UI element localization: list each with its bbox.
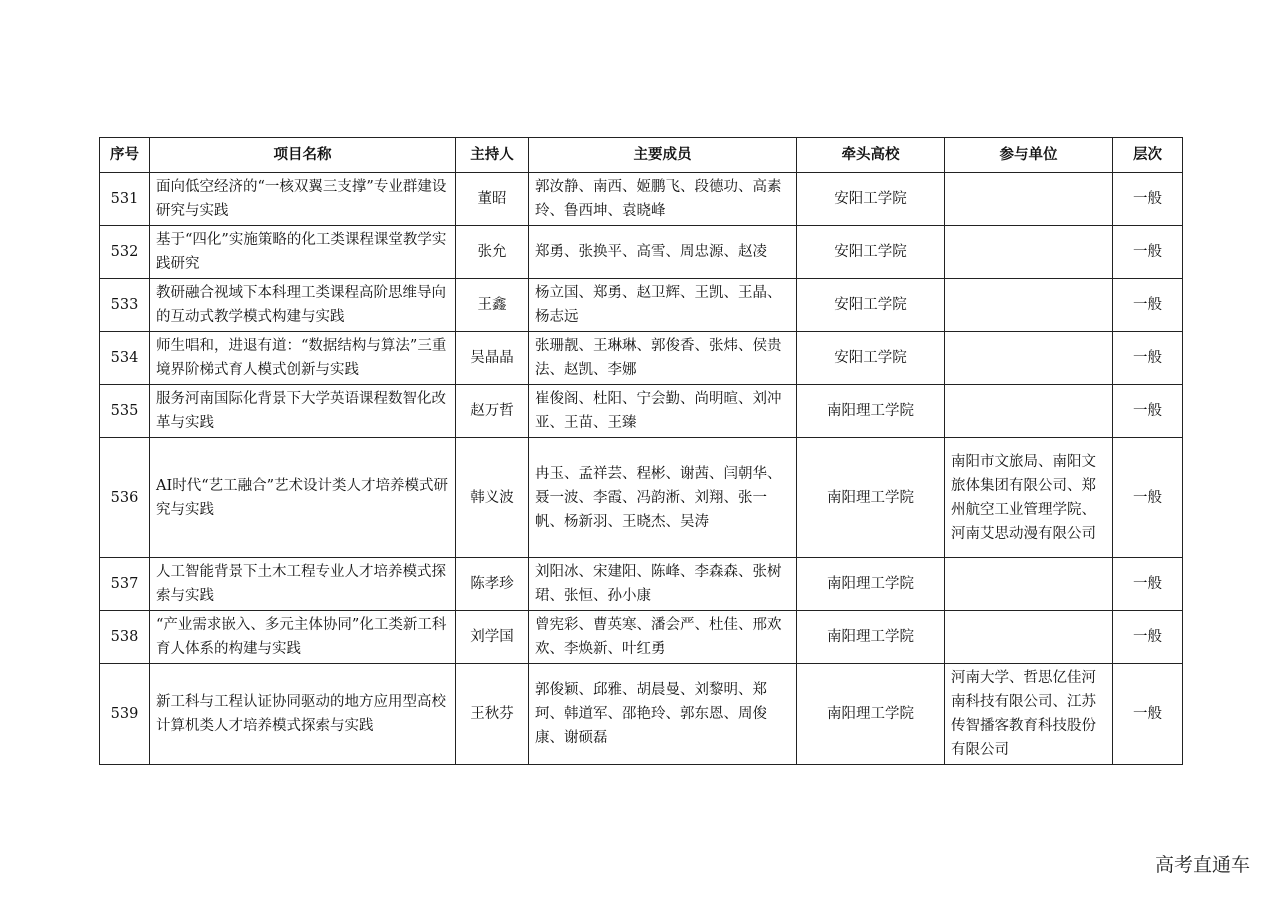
row-level: 一般 — [1113, 332, 1183, 385]
row-partner: 南阳市文旅局、南阳文旅体集团有限公司、郑州航空工业管理学院、河南艾思动漫有限公司 — [945, 438, 1113, 558]
row-no: 534 — [100, 332, 150, 385]
row-members: 杨立国、郑勇、赵卫辉、王凯、王晶、杨志远 — [529, 279, 797, 332]
row-partner — [945, 332, 1113, 385]
row-leader: 王鑫 — [456, 279, 529, 332]
row-members: 崔俊阁、杜阳、宁会勤、尚明暄、刘冲亚、王苗、王臻 — [529, 385, 797, 438]
header-members: 主要成员 — [529, 138, 797, 173]
row-level: 一般 — [1113, 438, 1183, 558]
header-school: 牵头高校 — [797, 138, 945, 173]
project-table — [99, 137, 1183, 765]
row-level: 一般 — [1113, 664, 1183, 765]
row-partner — [945, 611, 1113, 664]
row-name: 人工智能背景下土木工程专业人才培养模式探索与实践 — [150, 558, 456, 611]
row-school: 安阳工学院 — [797, 279, 945, 332]
table-row — [100, 226, 1183, 279]
row-school: 安阳工学院 — [797, 226, 945, 279]
row-members: 郭汝静、南西、姬鹏飞、段德功、高素玲、鲁西坤、袁晓峰 — [529, 173, 797, 226]
row-name: “产业需求嵌入、多元主体协同”化工类新工科育人体系的构建与实践 — [150, 611, 456, 664]
row-name: 基于“四化”实施策略的化工类课程课堂教学实践研究 — [150, 226, 456, 279]
row-school: 南阳理工学院 — [797, 611, 945, 664]
row-leader: 韩义波 — [456, 438, 529, 558]
table-row — [100, 438, 1183, 558]
row-level: 一般 — [1113, 173, 1183, 226]
table-row — [100, 611, 1183, 664]
row-name: 面向低空经济的“一核双翼三支撑”专业群建设研究与实践 — [150, 173, 456, 226]
row-leader: 王秋芬 — [456, 664, 529, 765]
header-partner: 参与单位 — [945, 138, 1113, 173]
table-row — [100, 558, 1183, 611]
header-row — [100, 138, 1183, 173]
row-leader: 张允 — [456, 226, 529, 279]
row-level: 一般 — [1113, 558, 1183, 611]
row-partner — [945, 385, 1113, 438]
row-leader: 吴晶晶 — [456, 332, 529, 385]
row-leader: 刘学国 — [456, 611, 529, 664]
table-row — [100, 664, 1183, 765]
row-no: 538 — [100, 611, 150, 664]
row-members: 郑勇、张换平、高雪、周忠源、赵凌 — [529, 226, 797, 279]
row-partner — [945, 558, 1113, 611]
header-name: 项目名称 — [150, 138, 456, 173]
row-leader: 陈孝珍 — [456, 558, 529, 611]
row-no: 537 — [100, 558, 150, 611]
row-partner — [945, 279, 1113, 332]
row-members: 张珊靓、王琳琳、郭俊香、张炜、侯贵法、赵凯、李娜 — [529, 332, 797, 385]
row-school: 安阳工学院 — [797, 332, 945, 385]
table-row — [100, 173, 1183, 226]
row-partner — [945, 173, 1113, 226]
watermark-text: 高考直通车 — [1154, 854, 1250, 876]
row-no: 532 — [100, 226, 150, 279]
row-school: 安阳工学院 — [797, 173, 945, 226]
row-leader: 董昭 — [456, 173, 529, 226]
row-members: 冉玉、孟祥芸、程彬、谢茜、闫朝华、聂一波、李霞、冯韵淅、刘翔、张一帆、杨新羽、王晓杰、吴涛 — [529, 438, 797, 558]
row-school: 南阳理工学院 — [797, 664, 945, 765]
row-name: 服务河南国际化背景下大学英语课程数智化改革与实践 — [150, 385, 456, 438]
table-row — [100, 332, 1183, 385]
row-members: 刘阳冰、宋建阳、陈峰、李森森、张树珺、张恒、孙小康 — [529, 558, 797, 611]
row-partner — [945, 226, 1113, 279]
row-members: 曾宪彩、曹英寒、潘会严、杜佳、邢欢欢、李焕新、叶红勇 — [529, 611, 797, 664]
row-school: 南阳理工学院 — [797, 438, 945, 558]
row-level: 一般 — [1113, 279, 1183, 332]
row-no: 536 — [100, 438, 150, 558]
row-level: 一般 — [1113, 226, 1183, 279]
row-no: 539 — [100, 664, 150, 765]
row-members: 郭俊颖、邱雅、胡晨曼、刘黎明、郑珂、韩道军、邵艳玲、郭东恩、周俊康、谢硕磊 — [529, 664, 797, 765]
row-level: 一般 — [1113, 611, 1183, 664]
table-row — [100, 385, 1183, 438]
row-level: 一般 — [1113, 385, 1183, 438]
row-school: 南阳理工学院 — [797, 558, 945, 611]
row-name: 新工科与工程认证协同驱动的地方应用型高校计算机类人才培养模式探索与实践 — [150, 664, 456, 765]
header-level: 层次 — [1113, 138, 1183, 173]
row-no: 533 — [100, 279, 150, 332]
row-name: 教研融合视域下本科理工类课程高阶思维导向的互动式教学模式构建与实践 — [150, 279, 456, 332]
header-leader: 主持人 — [456, 138, 529, 173]
table-row — [100, 279, 1183, 332]
row-no: 535 — [100, 385, 150, 438]
row-no: 531 — [100, 173, 150, 226]
header-no: 序号 — [100, 138, 150, 173]
row-leader: 赵万哲 — [456, 385, 529, 438]
row-partner: 河南大学、哲思亿佳河南科技有限公司、江苏传智播客教育科技股份有限公司 — [945, 664, 1113, 765]
row-name: AI时代“艺工融合”艺术设计类人才培养模式研究与实践 — [150, 438, 456, 558]
row-school: 南阳理工学院 — [797, 385, 945, 438]
row-name: 师生唱和，进退有道：“数据结构与算法”三重境界阶梯式育人模式创新与实践 — [150, 332, 456, 385]
